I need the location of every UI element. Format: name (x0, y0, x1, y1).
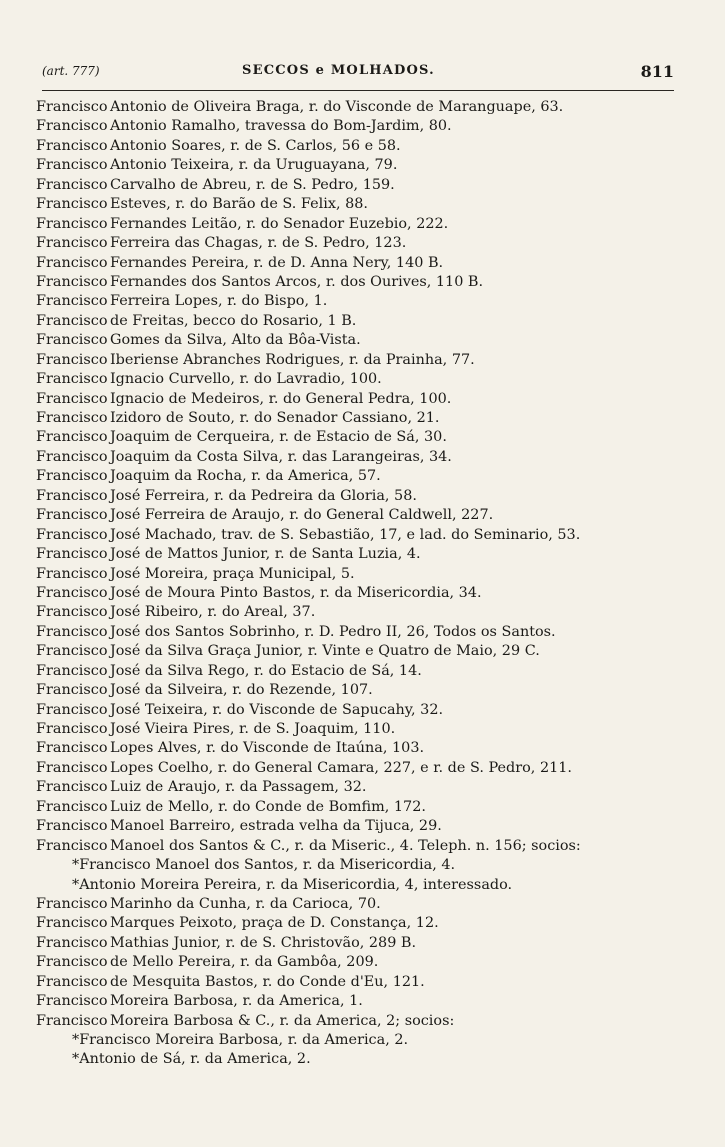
entry-first-name: Francisco (36, 254, 108, 271)
directory-entry (22, 292, 712, 311)
directory-entry (22, 526, 712, 545)
entry-first-name: Francisco (36, 137, 108, 154)
directory-entry (22, 176, 712, 195)
entry-details: Moreira Barbosa, r. da America, 1. (110, 993, 363, 1010)
page-number: 811 (640, 62, 674, 81)
entry-details: José Vieira Pires, r. de S. Joaquim, 110. (110, 721, 396, 737)
entry-details: Manoel dos Santos & C., r. da Miseric., 4. Teleph. n. 156; socios: (110, 837, 581, 854)
directory-entry (22, 137, 712, 156)
entry-first-name: Francisco (36, 448, 108, 465)
entry-first-name: Francisco (36, 643, 108, 660)
directory-entry (22, 195, 712, 214)
entry-details: Luiz de Araujo, r. da Passagem, 32. (110, 779, 367, 796)
entry-first-name: Francisco (36, 371, 108, 388)
entry-first-name: Francisco (36, 526, 108, 543)
entry-first-name: Francisco (36, 973, 108, 990)
partner-entry (22, 876, 712, 895)
entry-first-name: Francisco (36, 390, 108, 407)
directory-entry (22, 467, 712, 486)
entry-details: *Francisco Moreira Barbosa, r. da America, 2. (72, 1032, 409, 1048)
directory-entry (22, 603, 712, 622)
entry-details: Ignacio Curvello, r. do Lavradio, 100. (110, 371, 382, 388)
directory-entry (22, 234, 712, 253)
directory-entry (22, 662, 712, 681)
entry-details: Antonio de Oliveira Braga, r. do Visconde de Maranguape, 63. (110, 99, 564, 115)
entry-first-name: Francisco (36, 410, 108, 426)
entry-details: Joaquim da Rocha, r. da America, 57. (110, 468, 381, 485)
entry-details: José Moreira, praça Municipal, 5. (110, 565, 355, 582)
entry-details: José Teixeira, r. do Visconde de Sapucahy, 32. (110, 701, 444, 718)
entry-details: *Antonio Moreira Pereira, r. da Misericordia, 4, interessado. (72, 876, 513, 893)
entry-first-name: Francisco (36, 507, 108, 524)
directory-entry (22, 681, 712, 700)
entry-first-name: Francisco (36, 273, 108, 290)
directory-entry (22, 1012, 712, 1031)
entry-details: Izidoro de Souto, r. do Senador Cassiano, 21. (110, 410, 440, 426)
entry-first-name: Francisco (36, 584, 108, 601)
directory-entry (22, 759, 712, 778)
entry-details: Manoel Barreiro, estrada velha da Tijuca, 29. (110, 818, 442, 835)
directory-entry (22, 798, 712, 817)
entry-first-name: Francisco (36, 546, 108, 563)
directory-entry (22, 156, 712, 175)
entry-details: Moreira Barbosa & C., r. da America, 2; socios: (110, 1012, 455, 1029)
entry-first-name: Francisco (36, 915, 108, 932)
directory-entry (22, 778, 712, 797)
directory-entry (22, 215, 712, 234)
entry-first-name: Francisco (36, 332, 108, 349)
directory-entry (22, 448, 712, 467)
entry-first-name: Francisco (36, 1012, 108, 1029)
directory-entry (22, 390, 712, 409)
directory-entry (22, 487, 712, 506)
entry-first-name: Francisco (36, 740, 108, 757)
entry-details: Lopes Coelho, r. do General Camara, 227, e r. de S. Pedro, 211. (110, 759, 572, 776)
directory-entry (22, 992, 712, 1011)
entry-first-name: Francisco (36, 818, 108, 835)
entry-first-name: Francisco (36, 779, 108, 796)
entry-first-name: Francisco (36, 429, 108, 446)
directory-entry (22, 254, 712, 273)
entry-details: Iberiense Abranches Rodrigues, r. da Prainha, 77. (110, 351, 475, 368)
entry-first-name: Francisco (36, 196, 108, 213)
directory-entry (22, 98, 712, 117)
entry-details: Marques Peixoto, praça de D. Constança, 12. (110, 915, 439, 932)
article-reference: (art. 777) (42, 64, 100, 78)
directory-entry (22, 642, 712, 661)
entry-details: José Ferreira, r. da Pedreira da Gloria, 58. (110, 487, 417, 504)
entry-details: Lopes Alves, r. do Visconde de Itaúna, 103. (110, 740, 425, 757)
entry-details: de Freitas, becco do Rosario, 1 B. (110, 312, 357, 329)
entry-details: José da Silva Rego, r. do Estacio de Sá, 14. (110, 662, 422, 679)
entry-first-name: Francisco (36, 176, 108, 193)
entry-first-name: Francisco (36, 759, 108, 776)
entry-details: José da Silveira, r. do Rezende, 107. (110, 682, 373, 699)
entry-details: Fernandes dos Santos Arcos, r. dos Ourives, 110 B. (110, 273, 484, 290)
entry-first-name: Francisco (36, 293, 108, 310)
entry-details: Fernandes Pereira, r. de D. Anna Nery, 140 B. (110, 254, 444, 271)
directory-entry (22, 720, 712, 739)
entry-first-name: Francisco (36, 993, 108, 1010)
entry-details: *Antonio de Sá, r. da America, 2. (72, 1051, 311, 1068)
entry-first-name: Francisco (36, 312, 108, 329)
entry-details: Antonio Teixeira, r. da Uruguayana, 79. (110, 157, 398, 174)
entry-details: Esteves, r. do Barão de S. Felix, 88. (110, 196, 368, 213)
entry-details: Fernandes Leitão, r. do Senador Euzebio, 222. (110, 215, 449, 232)
directory-entry (22, 370, 712, 389)
directory-entry (22, 273, 712, 292)
entry-details: José da Silva Graça Junior, r. Vinte e Quatro de Maio, 29 C. (110, 643, 540, 660)
entry-details: Ferreira Lopes, r. do Bispo, 1. (110, 293, 328, 310)
entry-details: José de Mattos Junior, r. de Santa Luzia, 4. (110, 546, 421, 563)
partner-entry (22, 1031, 712, 1050)
entry-first-name: Francisco (36, 351, 108, 368)
directory-entry (22, 895, 712, 914)
entry-details: Joaquim da Costa Silva, r. das Larangeiras, 34. (110, 448, 452, 465)
entry-details: Joaquim de Cerqueira, r. de Estacio de Sá, 30. (110, 429, 447, 446)
partner-entry (22, 1050, 712, 1069)
directory-entry (22, 739, 712, 758)
entry-first-name: Francisco (36, 215, 108, 232)
directory-entry (22, 506, 712, 525)
directory-entry (22, 701, 712, 720)
entry-first-name: Francisco (36, 662, 108, 679)
entry-details: José de Moura Pinto Bastos, r. da Misericordia, 34. (110, 584, 482, 601)
directory-entry (22, 428, 712, 447)
entry-first-name: Francisco (36, 235, 108, 252)
directory-entry (22, 545, 712, 564)
entry-first-name: Francisco (36, 798, 108, 815)
page-header (42, 58, 674, 91)
entry-details: José Machado, trav. de S. Sebastião, 17, e lad. do Seminario, 53. (110, 526, 581, 543)
entry-first-name: Francisco (36, 954, 108, 971)
entry-first-name: Francisco (36, 721, 108, 737)
entry-details: José dos Santos Sobrinho, r. D. Pedro II, 26, Todos os Santos. (110, 623, 556, 640)
directory-entry (22, 817, 712, 836)
partner-entry (22, 856, 712, 875)
entry-first-name: Francisco (36, 157, 108, 174)
entry-first-name: Francisco (36, 895, 108, 912)
section-title: SECCOS e MOLHADOS. (242, 63, 435, 78)
directory-list (22, 98, 712, 1070)
entry-details: Mathias Junior, r. de S. Christovão, 289 B. (110, 934, 417, 951)
entry-first-name: Francisco (36, 118, 108, 135)
directory-entry (22, 584, 712, 603)
entry-details: *Francisco Manoel dos Santos, r. da Misericordia, 4. (72, 857, 456, 874)
entry-details: José Ribeiro, r. do Areal, 37. (110, 604, 316, 621)
entry-details: Gomes da Silva, Alto da Bôa-Vista. (110, 332, 361, 349)
entry-details: José Ferreira de Araujo, r. do General Caldwell, 227. (110, 507, 494, 524)
entry-details: de Mello Pereira, r. da Gambôa, 209. (110, 954, 379, 971)
directory-entry (22, 934, 712, 953)
entry-first-name: Francisco (36, 468, 108, 485)
directory-entry (22, 117, 712, 136)
entry-details: Luiz de Mello, r. do Conde de Bomfim, 172. (110, 798, 426, 815)
directory-entry (22, 565, 712, 584)
entry-details: Ignacio de Medeiros, r. do General Pedra, 100. (110, 390, 452, 407)
entry-first-name: Francisco (36, 934, 108, 951)
entry-first-name: Francisco (36, 487, 108, 504)
directory-entry (22, 953, 712, 972)
entry-details: Antonio Soares, r. de S. Carlos, 56 e 58. (110, 137, 401, 154)
directory-entry (22, 331, 712, 350)
entry-details: Antonio Ramalho, travessa do Bom-Jardim, 80. (110, 118, 452, 135)
directory-entry (22, 837, 712, 856)
entry-details: de Mesquita Bastos, r. do Conde d'Eu, 121. (110, 973, 425, 990)
entry-first-name: Francisco (36, 837, 108, 854)
directory-entry (22, 312, 712, 331)
directory-entry (22, 351, 712, 370)
directory-entry (22, 409, 712, 428)
entry-details: Ferreira das Chagas, r. de S. Pedro, 123. (110, 235, 407, 252)
entry-details: Carvalho de Abreu, r. de S. Pedro, 159. (110, 176, 395, 193)
entry-first-name: Francisco (36, 99, 108, 115)
entry-first-name: Francisco (36, 623, 108, 640)
entry-first-name: Francisco (36, 701, 108, 718)
directory-entry (22, 914, 712, 933)
entry-first-name: Francisco (36, 604, 108, 621)
directory-entry (22, 973, 712, 992)
entry-first-name: Francisco (36, 565, 108, 582)
entry-first-name: Francisco (36, 682, 108, 699)
entry-details: Marinho da Cunha, r. da Carioca, 70. (110, 895, 381, 912)
directory-entry (22, 623, 712, 642)
